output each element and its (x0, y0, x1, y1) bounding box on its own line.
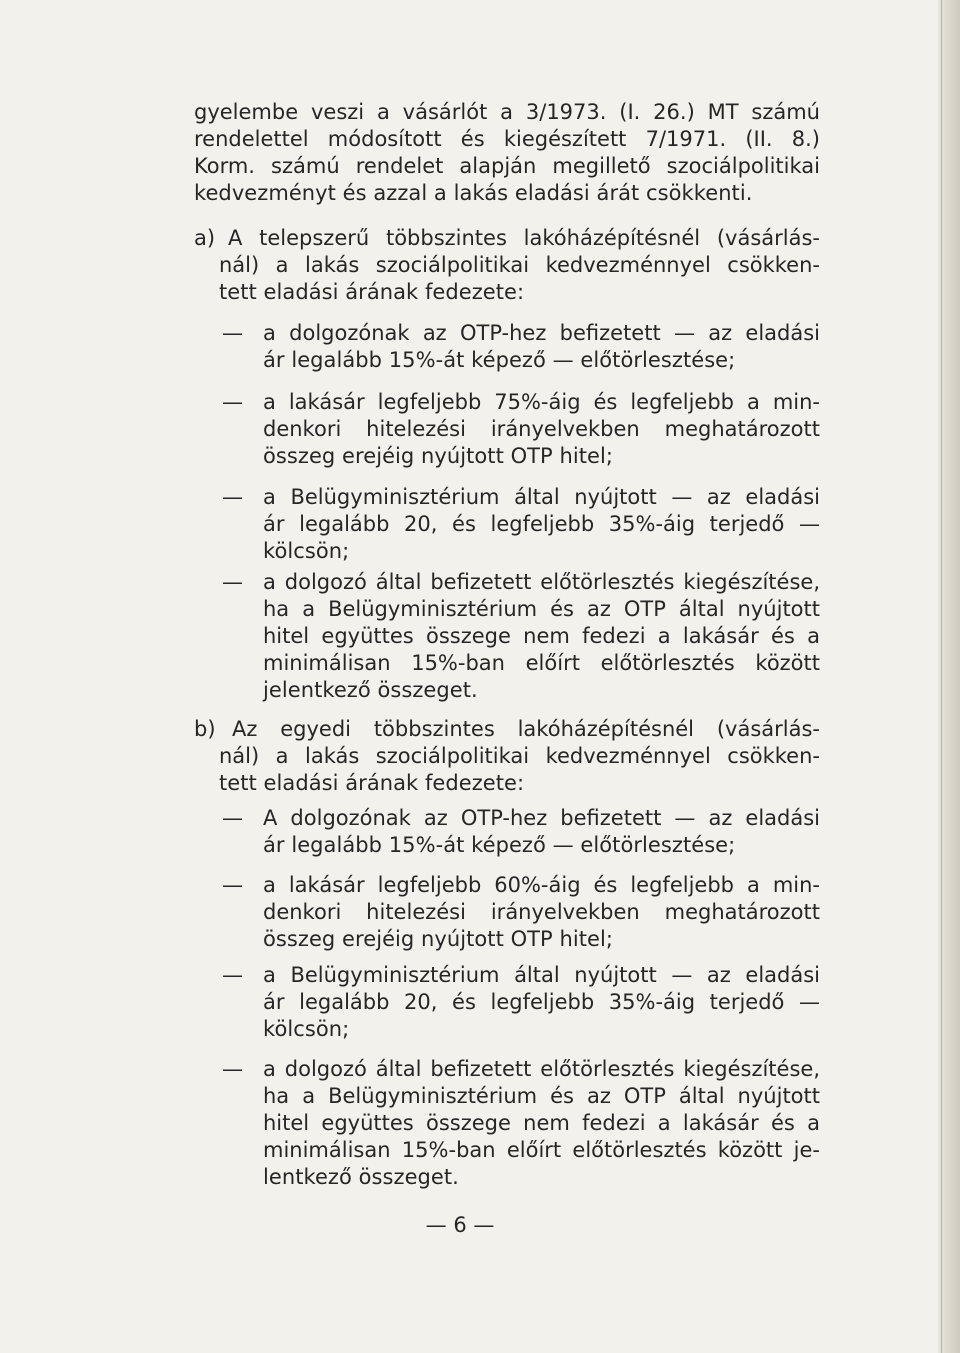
list-item-line: a lakásár legfeljebb 75%-áig és legfeljebb a min- (263, 390, 820, 414)
list-dash: — (222, 321, 243, 345)
list-item-line: ha a Belügyminisztérium és az OTP által nyújtott (263, 597, 820, 621)
list-item-line: a dolgozó által befizetett előtörlesztés kiegészítése, (263, 570, 820, 594)
section-b-heading-line: tett eladási árának fedezete: (219, 771, 525, 795)
list-dash: — (222, 570, 243, 594)
list-dash: — (222, 390, 243, 414)
intro-line: gyelembe veszi a vásárlót a 3/1973. (I. 26.) MT számú (194, 100, 820, 124)
list-item-line: minimálisan 15%-ban előírt előtörlesztés között (263, 651, 820, 675)
list-dash: — (222, 485, 243, 509)
list-item-line: A dolgozónak az OTP-hez befizetett — az eladási (263, 806, 820, 830)
list-item-line: ár legalább 15%-át képező — előtörlesztése; (263, 348, 736, 372)
list-item-line: ár legalább 20, és legfeljebb 35%-áig terjedő — (263, 512, 820, 536)
list-dash: — (222, 806, 243, 830)
list-item-line: denkori hitelezési irányelvekben meghatározott (263, 900, 820, 924)
list-item-line: kölcsön; (263, 1017, 350, 1041)
list-item-line: összeg erejéig nyújtott OTP hitel; (263, 927, 613, 951)
list-item-line: hitel együttes összege nem fedezi a lakásár és a (263, 624, 820, 648)
list-item-line: ha a Belügyminisztérium és az OTP által nyújtott (263, 1084, 820, 1108)
list-item-line: ár legalább 15%-át képező — előtörlesztése; (263, 833, 736, 857)
list-item-line: hitel együttes összege nem fedezi a lakásár és a (263, 1111, 820, 1135)
section-b-heading-line: nál) a lakás szociálpolitikai kedvezménnyel csökken- (219, 744, 820, 768)
section-a-marker: a) (194, 226, 216, 250)
page-number: — 6 — (425, 1213, 495, 1237)
intro-line: rendelettel módosított és kiegészített 7/1971. (II. 8.) (194, 127, 820, 151)
intro-line: Korm. számú rendelet alapján megillető szociálpolitikai (194, 154, 820, 178)
section-a-heading-line: A telepszerű többszintes lakóházépítésnél (vásárlás- (228, 226, 820, 250)
list-dash: — (222, 963, 243, 987)
section-a-heading-line: nál) a lakás szociálpolitikai kedvezménnyel csökken- (219, 253, 820, 277)
section-b-marker: b) (194, 717, 216, 741)
list-item-line: minimálisan 15%-ban előírt előtörlesztés között je- (263, 1138, 820, 1162)
list-item-line: a Belügyminisztérium által nyújtott — az eladási (263, 963, 820, 987)
list-item-line: jelentkező összeget. (263, 678, 478, 702)
list-item-line: a Belügyminisztérium által nyújtott — az eladási (263, 485, 820, 509)
list-item-line: kölcsön; (263, 539, 350, 563)
list-item-line: a dolgozó által befizetett előtörlesztés kiegészítése, (263, 1057, 820, 1081)
section-a-heading-line: tett eladási árának fedezete: (219, 280, 525, 304)
section-b-heading-line: Az egyedi többszintes lakóházépítésnél (vásárlás- (232, 717, 820, 741)
list-item-line: a dolgozónak az OTP-hez befizetett — az eladási (263, 321, 820, 345)
list-item-line: lentkező összeget. (263, 1165, 459, 1189)
list-item-line: összeg erejéig nyújtott OTP hitel; (263, 444, 613, 468)
intro-line: kedvezményt és azzal a lakás eladási árát csökkenti. (194, 181, 753, 205)
page-edge-line (941, 0, 942, 1353)
list-item-line: a lakásár legfeljebb 60%-áig és legfeljebb a min- (263, 873, 820, 897)
list-item-line: ár legalább 20, és legfeljebb 35%-áig terjedő — (263, 990, 820, 1014)
list-dash: — (222, 873, 243, 897)
list-item-line: denkori hitelezési irányelvekben meghatározott (263, 417, 820, 441)
list-dash: — (222, 1057, 243, 1081)
